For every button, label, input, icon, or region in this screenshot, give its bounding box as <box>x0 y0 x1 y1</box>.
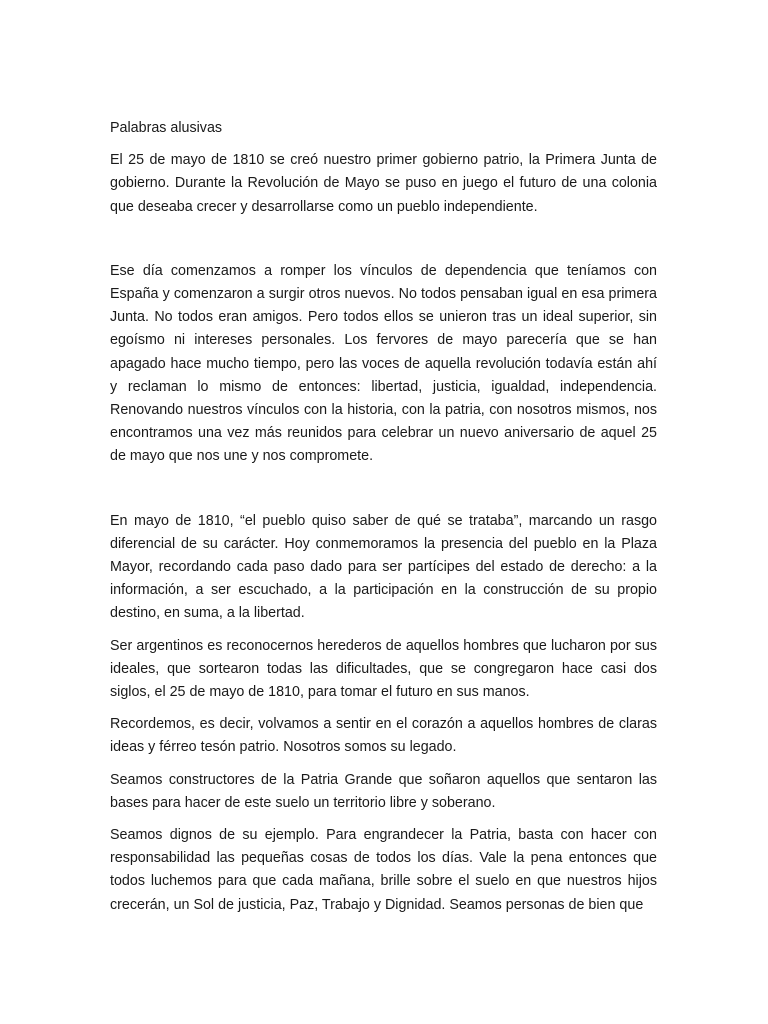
paragraph-7: Seamos dignos de su ejemplo. Para engrandecer la Patria, basta con hacer con responsabilidad las pequeñas cosas de todos los días. Vale la pena entonces que todos luchemos para que cada mañana, brille sobre el suelo en que nuestros hijos crecerán, un Sol de justicia, Paz, Trabajo y Dignidad. Seamos personas de bien que <box>110 827 657 913</box>
paragraph-6: Seamos constructores de la Patria Grande que soñaron aquellos que sentaron las bases para hacer de este suelo un territorio libre y soberano. <box>110 771 657 811</box>
document-title: Palabras alusivas <box>110 120 223 136</box>
document-page <box>110 117 657 926</box>
paragraph-4: Ser argentinos es reconocernos herederos de aquellos hombres que lucharon por sus ideales, que sortearon todas las dificultades, que se congregaron hace casi dos siglos, el 25 de mayo de 1810, para tomar el futuro en sus manos. <box>110 637 657 701</box>
paragraph-1: El 25 de mayo de 1810 se creó nuestro primer gobierno patrio, la Primera Junta de gobierno. Durante la Revolución de Mayo se puso en juego el futuro de una colonia que deseaba crecer y desarrollarse como un pueblo independiente. <box>110 152 657 215</box>
paragraph-5: Recordemos, es decir, volvamos a sentir en el corazón a aquellos hombres de claras ideas y férreo tesón patrio. Nosotros somos su legado. <box>110 716 657 756</box>
paragraph-3: En mayo de 1810, “el pueblo quiso saber de qué se trataba”, marcando un rasgo diferencial de su carácter. Hoy conmemoramos la presencia del pueblo en la Plaza Mayor, recordando cada paso dado para ser partícipes del estado de derecho: a la información, a ser escuchado, a la participación en la construcción de su propio destino, en suma, a la libertad. <box>110 512 657 622</box>
paragraph-2: Ese día comenzamos a romper los vínculos de dependencia que teníamos con España y comenzaron a surgir otros nuevos. No todos pensaban igual en esa primera Junta. No todos eran amigos. Pero todos ellos se unieron tras un ideal superior, sin egoísmo ni intereses personales. Los fervores de mayo parecería que se han apagado hace mucho tiempo, pero las voces de aquella revolución todavía están ahí y reclaman lo mismo de entonces: libertad, justicia, igualdad, independencia. Renovando nuestros vínculos con la historia, con la patria, con nosotros mismos, nos encontramos una vez más reunidos para celebrar un nuevo aniversario de aquel 25 de mayo que nos une y nos compromete. <box>110 262 657 465</box>
